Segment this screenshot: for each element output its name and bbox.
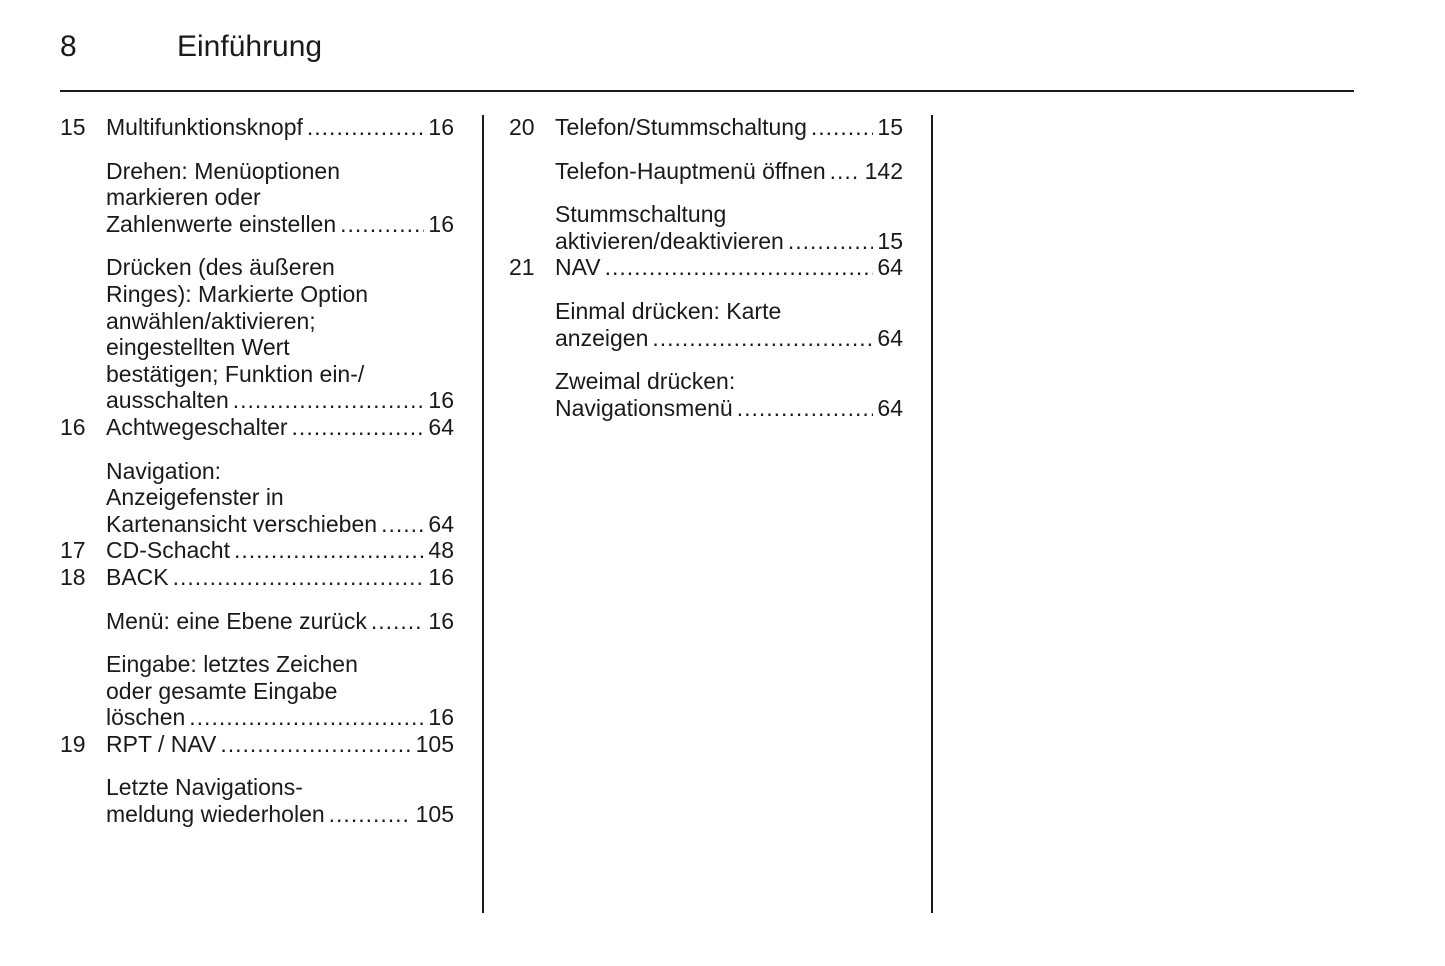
dot-leader (307, 114, 425, 141)
index-entry-18 (60, 564, 454, 731)
sub-entry (106, 608, 454, 635)
entry-label: anzeigen (555, 324, 649, 351)
index-entry-21 (509, 254, 903, 421)
sub-entry (106, 254, 454, 414)
entry-label: BACK (106, 563, 169, 590)
index-column-middle (509, 114, 903, 421)
sub-entry (106, 651, 454, 731)
leader-line (106, 704, 454, 731)
dot-leader (189, 704, 424, 731)
entry-label: meldung wiederholen (106, 801, 325, 828)
leader-line (106, 537, 454, 564)
leader-line (555, 158, 903, 185)
entry-label: aktivieren/deaktivieren (555, 227, 784, 254)
leader-line (106, 564, 454, 591)
chapter-title: Einführung (177, 30, 323, 63)
dot-leader (292, 414, 425, 441)
leader-line (106, 414, 454, 441)
index-column-left (60, 114, 454, 828)
leader-line (555, 325, 903, 352)
leader-line (106, 511, 454, 538)
page-reference: 48 (428, 537, 454, 564)
dot-leader (605, 254, 874, 281)
page-reference: 64 (428, 510, 454, 537)
page-reference: 16 (428, 704, 454, 731)
sub-entry-line: Stummschaltung (555, 201, 727, 228)
index-entry-19 (60, 731, 454, 828)
page-reference: 16 (428, 563, 454, 590)
entry-label: löschen (106, 704, 186, 731)
dot-leader (811, 114, 874, 141)
dot-leader (233, 387, 425, 414)
entry-label: ausschalten (106, 387, 229, 414)
page-reference: 142 (864, 157, 903, 184)
sub-entry-line: markieren oder (106, 184, 261, 211)
dot-leader (173, 564, 425, 591)
dot-leader (329, 801, 412, 828)
entry-number: 20 (509, 114, 535, 140)
page-reference: 16 (428, 607, 454, 634)
leader-line (106, 211, 454, 238)
entry-number: 17 (60, 537, 86, 564)
sub-entry-line: Ringes): Markierte Option (106, 280, 369, 307)
page-reference: 64 (877, 394, 903, 421)
sub-entry-line: Anzeigefenster in (106, 484, 284, 511)
dot-leader (234, 537, 424, 564)
entry-number: 15 (60, 114, 86, 140)
column-divider-1 (482, 115, 484, 913)
entry-number: 21 (509, 254, 535, 281)
entry-label: NAV (555, 254, 601, 281)
sub-entry (106, 774, 454, 827)
page-reference: 64 (428, 413, 454, 440)
dot-leader (788, 228, 874, 255)
entry-label: Navigationsmenü (555, 394, 733, 421)
leader-line (555, 114, 903, 141)
leader-line (106, 387, 454, 414)
leader-line (106, 731, 454, 758)
page-reference: 105 (415, 730, 454, 757)
index-entry-16 (60, 414, 454, 537)
entry-label: Achtwegeschalter (106, 413, 288, 440)
leader-line (555, 254, 903, 281)
sub-entry-line: Drehen: Menüoptionen (106, 157, 340, 184)
page-reference: 64 (877, 324, 903, 351)
sub-entry (555, 368, 903, 421)
dot-leader (340, 211, 424, 238)
page-reference: 16 (428, 114, 454, 140)
sub-entry-line: bestätigen; Funktion ein-/ (106, 360, 365, 387)
column-divider-2 (931, 115, 933, 913)
entry-label: Menü: eine Ebene zurück (106, 607, 367, 634)
header-rule (60, 90, 1354, 92)
page-reference: 64 (877, 254, 903, 281)
page-reference: 105 (415, 801, 454, 828)
sub-entry-line: Drücken (des äußeren (106, 254, 335, 281)
page-reference: 16 (428, 387, 454, 414)
index-entry-17 (60, 537, 454, 564)
dot-leader (381, 511, 424, 538)
entry-number: 16 (60, 413, 86, 440)
page-reference: 16 (428, 210, 454, 237)
sub-entry-line: Navigation: (106, 457, 222, 484)
sub-entry-line: Letzte Navigations- (106, 774, 303, 801)
entry-label: Telefon-Hauptmenü öffnen (555, 157, 826, 184)
sub-entry (106, 158, 454, 238)
sub-entry-line: eingestellten Wert (106, 334, 290, 361)
dot-leader (371, 608, 425, 635)
page-reference: 15 (877, 227, 903, 254)
entry-number: 19 (60, 730, 86, 757)
page-number: 8 (60, 30, 77, 63)
entry-label: Telefon/Stummschaltung (555, 114, 807, 140)
entry-label: Zahlenwerte einstellen (106, 210, 337, 237)
dot-leader (652, 325, 873, 352)
leader-line (106, 801, 454, 828)
sub-entry-line: Eingabe: letztes Zeichen (106, 651, 358, 678)
entry-label: Kartenansicht verschieben (106, 510, 378, 537)
sub-entry-line: Zweimal drücken: (555, 368, 736, 395)
index-entry-15 (60, 114, 454, 414)
dot-leader (830, 158, 861, 185)
sub-entry (555, 298, 903, 351)
sub-entry-line: anwählen/aktivieren; (106, 307, 316, 334)
entry-label: CD-Schacht (106, 537, 230, 564)
leader-line (555, 228, 903, 255)
leader-line (106, 608, 454, 635)
leader-line (106, 114, 454, 141)
sub-entry-line: oder gesamte Eingabe (106, 677, 338, 704)
leader-line (555, 395, 903, 422)
sub-entry-line: Einmal drücken: Karte (555, 297, 782, 324)
entry-number: 18 (60, 563, 86, 590)
entry-label: Multifunktionsknopf (106, 114, 303, 140)
sub-entry (106, 458, 454, 538)
sub-entry (555, 201, 903, 254)
index-entry-20 (509, 114, 903, 254)
sub-entry (555, 158, 903, 185)
dot-leader (737, 395, 874, 422)
dot-leader (220, 731, 411, 758)
entry-label: RPT / NAV (106, 730, 217, 757)
page-reference: 15 (877, 114, 903, 140)
